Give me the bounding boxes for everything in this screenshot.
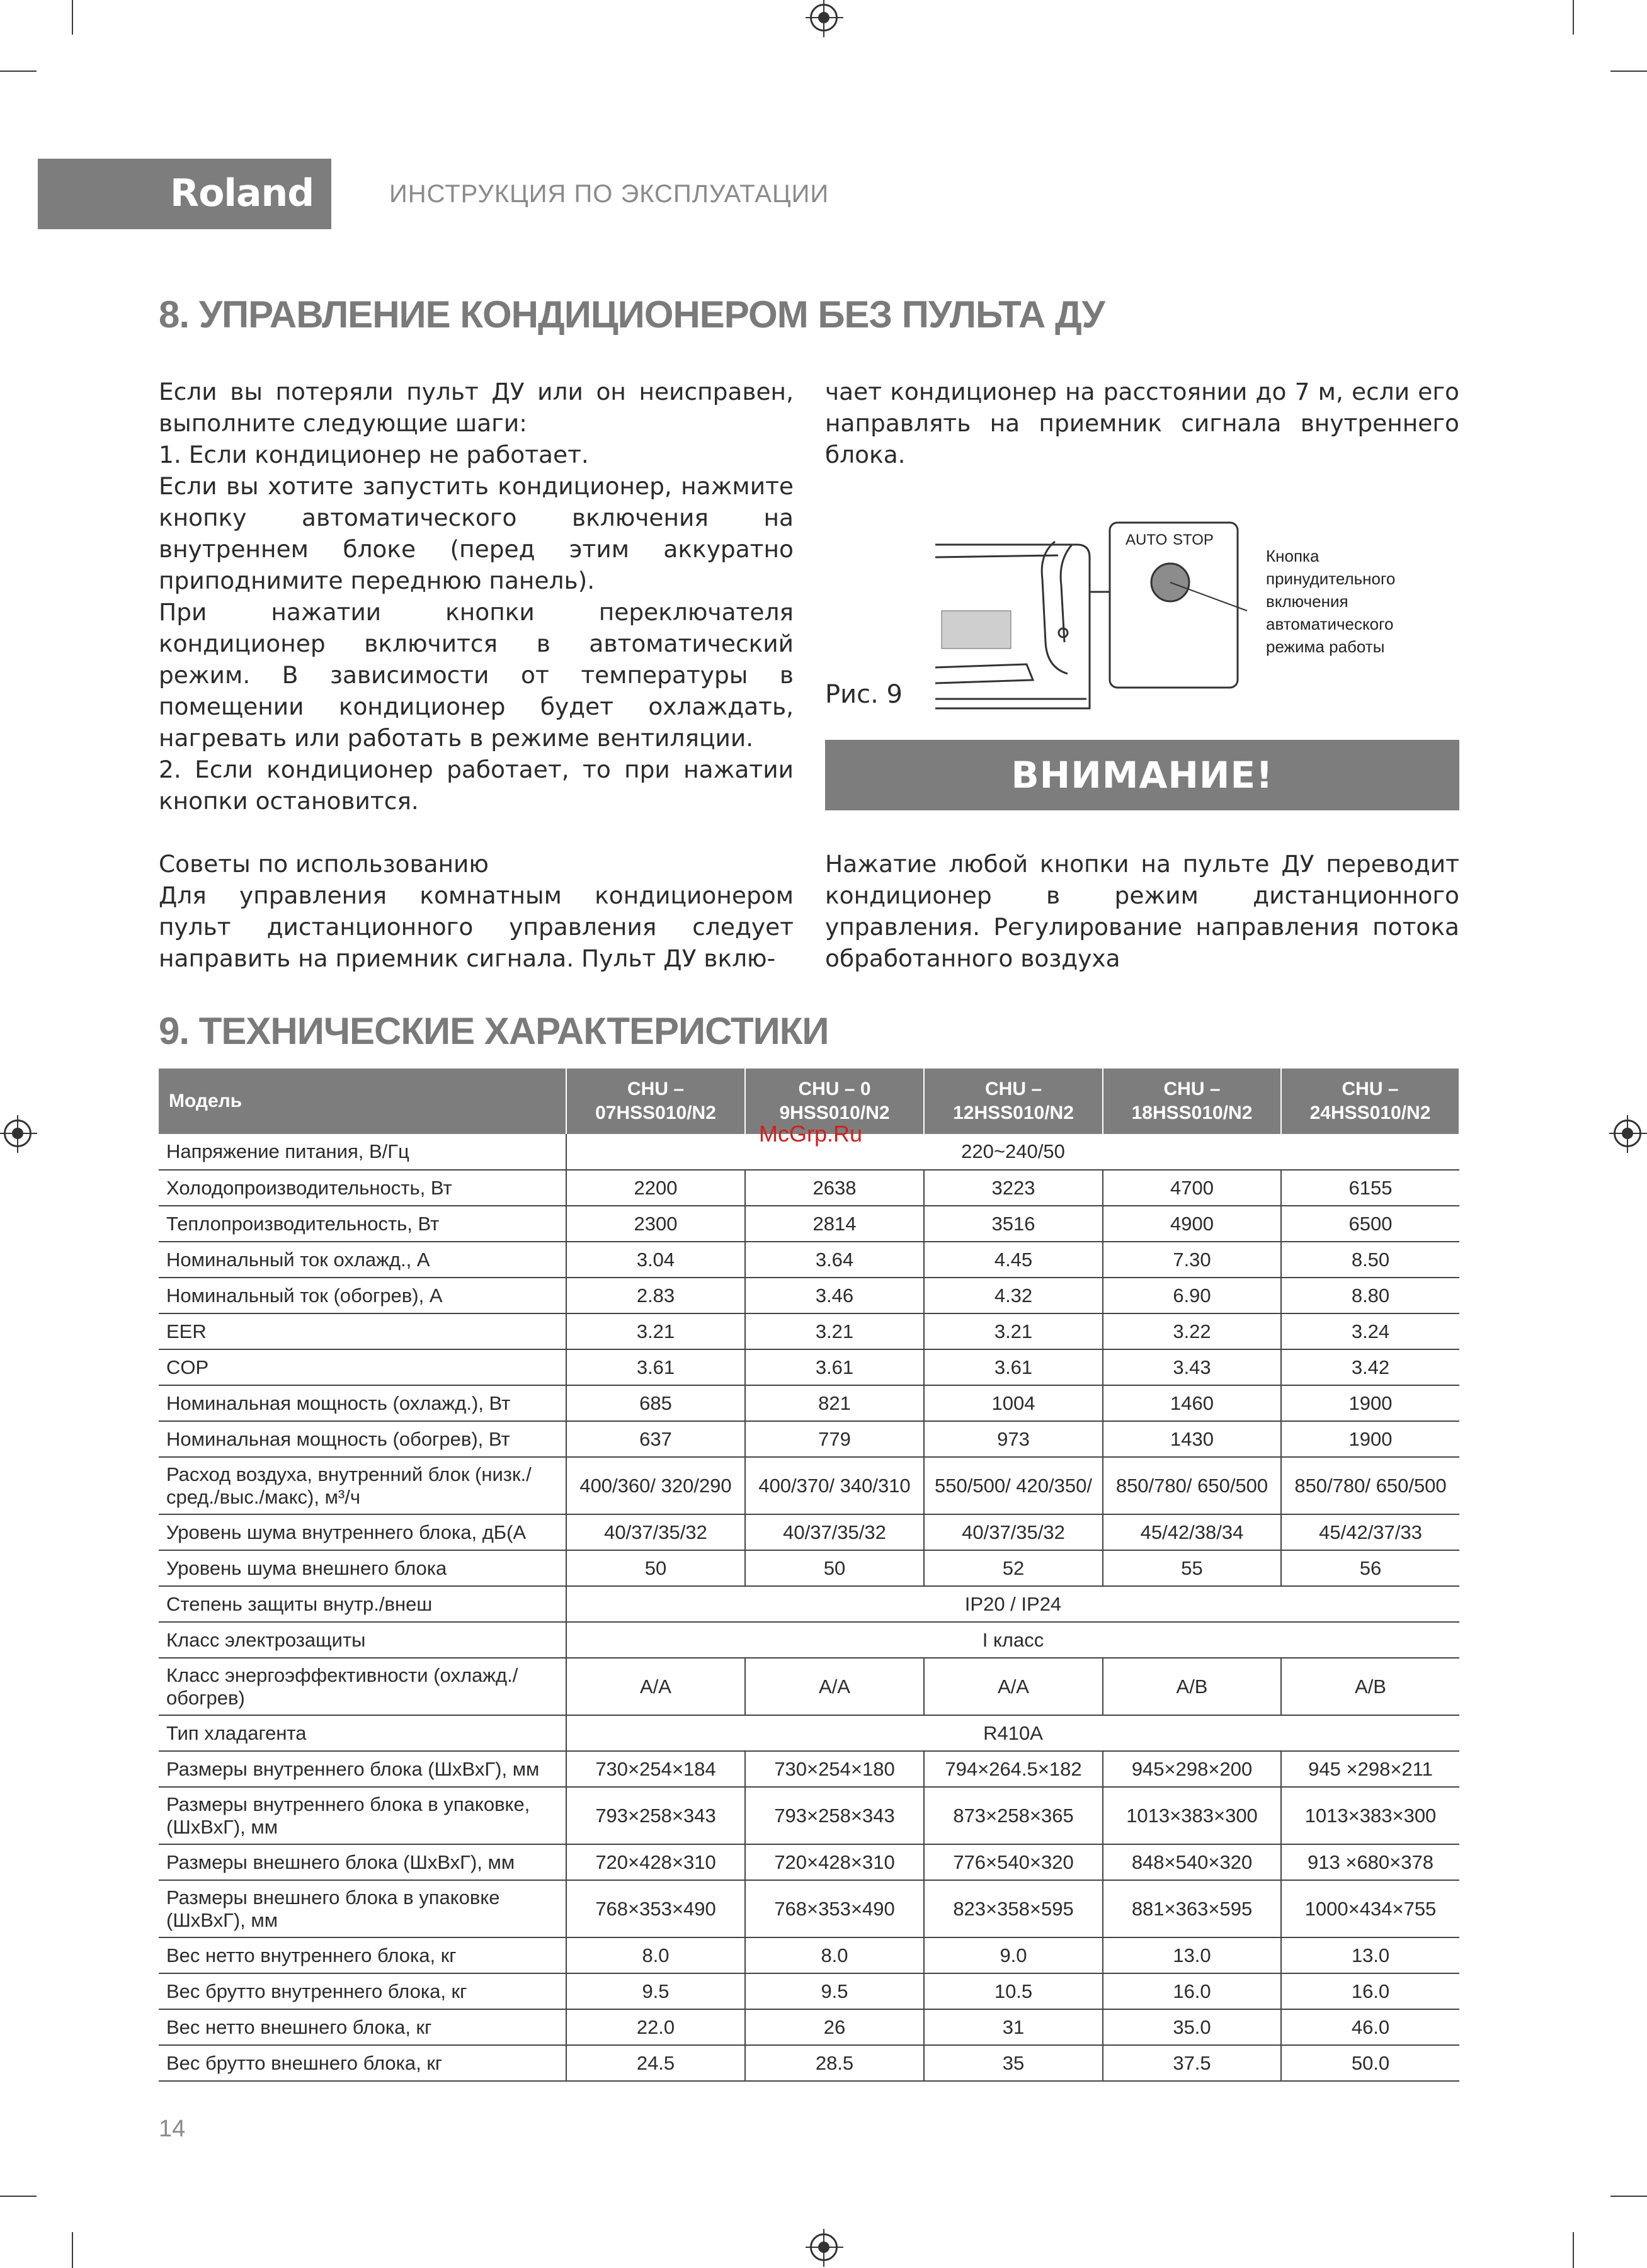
table-cell: 3.61 xyxy=(924,1349,1103,1385)
table-cell: 3.42 xyxy=(1281,1349,1459,1385)
row-label: Вес брутто внешнего блока, кг xyxy=(159,2045,566,2081)
table-cell: 3.24 xyxy=(1281,1313,1459,1349)
row-label: Номинальный ток (обогрев), А xyxy=(159,1278,566,1313)
table-cell: 50 xyxy=(566,1550,745,1586)
row-label: Уровень шума внутреннего блока, дБ(А xyxy=(159,1514,566,1550)
table-cell: 2814 xyxy=(745,1206,924,1242)
row-label: Вес нетто внутреннего блока, кг xyxy=(159,1937,566,1973)
table-header-cell: CHU – 12HSS010/N2 xyxy=(924,1069,1103,1134)
page-number: 14 xyxy=(159,2116,186,2142)
table-cell: 35.0 xyxy=(1103,2009,1281,2045)
figure-9-illustration xyxy=(932,516,1449,718)
table-cell: 3223 xyxy=(924,1170,1103,1206)
table-cell: 848×540×320 xyxy=(1103,1844,1281,1880)
table-cell: 400/370/ 340/310 xyxy=(745,1457,924,1514)
table-cell: 3.64 xyxy=(745,1242,924,1278)
section-8-right-column xyxy=(825,376,1459,470)
brand-logo xyxy=(38,159,331,229)
section-8-left-column xyxy=(159,376,794,974)
table-cell: 2200 xyxy=(566,1170,745,1206)
spec-table-body xyxy=(159,1134,1459,2081)
table-row xyxy=(159,1206,1459,1242)
table-cell: 50.0 xyxy=(1281,2045,1459,2081)
table-row xyxy=(159,1457,1459,1514)
table-cell: 3.43 xyxy=(1103,1349,1281,1385)
table-row xyxy=(159,1586,1459,1622)
table-cell: 3.61 xyxy=(745,1349,924,1385)
tips-title: Советы по использованию xyxy=(159,850,489,878)
registration-mark-icon xyxy=(4,1120,31,1147)
table-cell: 8.80 xyxy=(1281,1278,1459,1313)
indoor-unit-drawing xyxy=(935,541,1110,708)
table-cell: A/B xyxy=(1281,1658,1459,1715)
table-cell: 4.32 xyxy=(924,1278,1103,1313)
row-label: Класс энергоэффективности (охлажд./обогрев) xyxy=(159,1658,566,1715)
row-label: Расход воздуха, внутренний блок (низк./ сред./выс./макс), м³/ч xyxy=(159,1457,566,1514)
table-row xyxy=(159,1421,1459,1457)
table-cell: 55 xyxy=(1103,1550,1281,1586)
figure-label: Рис. 9 xyxy=(825,680,903,709)
table-cell: 9.5 xyxy=(745,1973,924,2009)
row-label: COP xyxy=(159,1349,566,1385)
document-title: ИНСТРУКЦИЯ ПО ЭКСПЛУАТАЦИИ xyxy=(389,180,829,208)
row-label: Уровень шума внешнего блока xyxy=(159,1550,566,1586)
table-cell: 768×353×490 xyxy=(745,1880,924,1937)
table-cell: A/A xyxy=(566,1658,745,1715)
table-cell: 8.0 xyxy=(745,1937,924,1973)
table-cell: 3.61 xyxy=(566,1349,745,1385)
table-cell: R410A xyxy=(566,1715,1459,1751)
row-label: Размеры внешнего блока (ШхВхГ), мм xyxy=(159,1844,566,1880)
table-cell: 821 xyxy=(745,1385,924,1421)
table-cell: 8.50 xyxy=(1281,1242,1459,1278)
table-cell: 2.83 xyxy=(566,1278,745,1313)
table-cell: 52 xyxy=(924,1550,1103,1586)
table-cell: 10.5 xyxy=(924,1973,1103,2009)
table-row xyxy=(159,1170,1459,1206)
table-cell: 56 xyxy=(1281,1550,1459,1586)
table-cell: 1013×383×300 xyxy=(1103,1787,1281,1844)
crop-mark xyxy=(1610,71,1647,72)
table-row xyxy=(159,1313,1459,1349)
table-row xyxy=(159,1844,1459,1880)
crop-mark xyxy=(0,2196,37,2197)
paragraph: Если вы потеряли пульт ДУ или он неисправен, выполните следующие шаги: xyxy=(159,378,794,437)
crop-mark xyxy=(1573,2232,1574,2268)
table-cell: 50 xyxy=(745,1550,924,1586)
section-9-heading: 9. ТЕХНИЧЕСКИЕ ХАРАКТЕРИСТИКИ xyxy=(159,1010,829,1052)
crop-mark xyxy=(1573,0,1574,35)
table-cell: 776×540×320 xyxy=(924,1844,1103,1880)
table-row xyxy=(159,1715,1459,1751)
table-cell: A/B xyxy=(1103,1658,1281,1715)
crop-mark xyxy=(72,0,73,35)
table-row xyxy=(159,1242,1459,1278)
table-cell: 45/42/37/33 xyxy=(1281,1514,1459,1550)
row-label: EER xyxy=(159,1313,566,1349)
table-header-cell: CHU – 07HSS010/N2 xyxy=(566,1069,745,1134)
table-cell: 720×428×310 xyxy=(745,1844,924,1880)
table-cell: 3.21 xyxy=(566,1313,745,1349)
row-label: Номинальная мощность (обогрев), Вт xyxy=(159,1421,566,1457)
table-cell: 7.30 xyxy=(1103,1242,1281,1278)
table-cell: 730×254×180 xyxy=(745,1751,924,1787)
table-cell: 1460 xyxy=(1103,1385,1281,1421)
table-cell: 22.0 xyxy=(566,2009,745,2045)
table-row xyxy=(159,2009,1459,2045)
row-label: Степень защиты внутр./внеш xyxy=(159,1586,566,1622)
table-row xyxy=(159,1278,1459,1313)
table-cell: 6.90 xyxy=(1103,1278,1281,1313)
table-cell: 823×358×595 xyxy=(924,1880,1103,1937)
paragraph: При нажатии кнопки переключателя кондиционер включится в автоматический режим. В зависимости от температуры в помещении кондиционер будет охлаждать, нагревать или работать в режиме вентиляции. xyxy=(159,598,794,752)
table-row xyxy=(159,1880,1459,1937)
table-cell: 850/780/ 650/500 xyxy=(1281,1457,1459,1514)
table-row xyxy=(159,1550,1459,1586)
table-cell: 945×298×200 xyxy=(1103,1751,1281,1787)
row-label: Вес брутто внутреннего блока, кг xyxy=(159,1973,566,2009)
warning-title: ВНИМАНИЕ! xyxy=(1011,754,1274,797)
paragraph: чает кондиционер на расстоянии до 7 м, если его направлять на приемник сигнала внутреннего блока. xyxy=(825,378,1459,468)
table-cell: 3.04 xyxy=(566,1242,745,1278)
paragraph: Если вы хотите запустить кондиционер, нажмите кнопку автоматического включения на внутреннем блоке (перед этим аккуратно приподнимите переднюю панель). xyxy=(159,472,794,594)
figure-caption-line: автоматического xyxy=(1266,615,1394,633)
table-row xyxy=(159,1787,1459,1844)
table-cell: 28.5 xyxy=(745,2045,924,2081)
table-cell: 13.0 xyxy=(1281,1937,1459,1973)
table-cell: 45/42/38/34 xyxy=(1103,1514,1281,1550)
row-label: Тип хладагента xyxy=(159,1715,566,1751)
table-cell: 1900 xyxy=(1281,1421,1459,1457)
table-cell: 1013×383×300 xyxy=(1281,1787,1459,1844)
row-label: Класс электрозащиты xyxy=(159,1622,566,1658)
table-cell: 4.45 xyxy=(924,1242,1103,1278)
table-cell: 913 ×680×378 xyxy=(1281,1844,1459,1880)
table-cell: 3.22 xyxy=(1103,1313,1281,1349)
crop-mark xyxy=(0,71,37,72)
crop-mark xyxy=(1610,2196,1647,2197)
table-cell: 873×258×365 xyxy=(924,1787,1103,1844)
row-label: Вес нетто внешнего блока, кг xyxy=(159,2009,566,2045)
row-label: Размеры внутреннего блока в упаковке, (ШхВхГ), мм xyxy=(159,1787,566,1844)
table-cell: 1900 xyxy=(1281,1385,1459,1421)
table-cell: 46.0 xyxy=(1281,2009,1459,2045)
registration-mark-icon xyxy=(810,4,838,31)
section-8-heading: 8. УПРАВЛЕНИЕ КОНДИЦИОНЕРОМ БЕЗ ПУЛЬТА ДУ xyxy=(159,293,1105,336)
table-cell: A/A xyxy=(924,1658,1103,1715)
table-row xyxy=(159,1658,1459,1715)
table-cell: 1000×434×755 xyxy=(1281,1880,1459,1937)
table-header-cell: Модель xyxy=(159,1069,566,1134)
table-cell: 1004 xyxy=(924,1385,1103,1421)
crop-mark xyxy=(72,2232,73,2268)
table-cell: 26 xyxy=(745,2009,924,2045)
paragraph: Нажатие любой кнопки на пульте ДУ переводит кондиционер в режим дистанционного управления. Регулирование направления потока обработанного воздуха xyxy=(825,850,1459,972)
table-cell: 768×353×490 xyxy=(566,1880,745,1937)
table-row xyxy=(159,1349,1459,1385)
table-cell: 24.5 xyxy=(566,2045,745,2081)
figure-caption-line: режима работы xyxy=(1266,637,1385,656)
table-cell: 40/37/35/32 xyxy=(924,1514,1103,1550)
table-cell: 9.5 xyxy=(566,1973,745,2009)
table-cell: 945 ×298×211 xyxy=(1281,1751,1459,1787)
table-cell: 720×428×310 xyxy=(566,1844,745,1880)
paragraph: 1. Если кондиционер не работает. xyxy=(159,441,589,468)
table-row xyxy=(159,2045,1459,2081)
table-cell: 3516 xyxy=(924,1206,1103,1242)
row-label: Теплопроизводительность, Вт xyxy=(159,1206,566,1242)
table-cell: 973 xyxy=(924,1421,1103,1457)
table-row xyxy=(159,1973,1459,2009)
table-cell: 16.0 xyxy=(1103,1973,1281,2009)
table-cell: 4900 xyxy=(1103,1206,1281,1242)
row-label: Холодопроизводительность, Вт xyxy=(159,1170,566,1206)
table-row xyxy=(159,1937,1459,1973)
table-cell: 4700 xyxy=(1103,1170,1281,1206)
table-cell: 779 xyxy=(745,1421,924,1457)
stop-label: STOP xyxy=(1173,531,1214,548)
registration-mark-icon xyxy=(810,2233,838,2261)
table-cell: 794×264.5×182 xyxy=(924,1751,1103,1787)
watermark: McGrp.Ru xyxy=(759,1121,863,1147)
table-cell: 637 xyxy=(566,1421,745,1457)
table-cell: 793×258×343 xyxy=(566,1787,745,1844)
table-cell: 13.0 xyxy=(1103,1937,1281,1973)
table-cell: A/A xyxy=(745,1658,924,1715)
table-cell: 400/360/ 320/290 xyxy=(566,1457,745,1514)
table-cell: 220~240/50 xyxy=(566,1134,1459,1170)
table-cell: 40/37/35/32 xyxy=(566,1514,745,1550)
row-label: Напряжение питания, В/Гц xyxy=(159,1134,566,1170)
auto-label: AUTO xyxy=(1126,531,1168,548)
table-cell: 9.0 xyxy=(924,1937,1103,1973)
figure-caption-line: включения xyxy=(1266,592,1348,611)
table-cell: IP20 / IP24 xyxy=(566,1586,1459,1622)
warning-text xyxy=(825,848,1459,974)
row-label: Размеры внешнего блока в упаковке (ШхВхГ), мм xyxy=(159,1880,566,1937)
table-cell: 31 xyxy=(924,2009,1103,2045)
table-cell: 550/500/ 420/350/ xyxy=(924,1457,1103,1514)
table-cell: 793×258×343 xyxy=(745,1787,924,1844)
table-cell: 850/780/ 650/500 xyxy=(1103,1457,1281,1514)
table-cell: 6500 xyxy=(1281,1206,1459,1242)
table-cell: 685 xyxy=(566,1385,745,1421)
figure-caption-line: принудительного xyxy=(1266,569,1396,588)
table-cell: 881×363×595 xyxy=(1103,1880,1281,1937)
row-label: Номинальная мощность (охлажд.), Вт xyxy=(159,1385,566,1421)
table-cell: 16.0 xyxy=(1281,1973,1459,2009)
table-cell: 37.5 xyxy=(1103,2045,1281,2081)
logo-text: Roland xyxy=(170,171,314,215)
table-row xyxy=(159,1622,1459,1658)
table-row xyxy=(159,1385,1459,1421)
table-header-cell: CHU – 24HSS010/N2 xyxy=(1281,1069,1459,1134)
spec-table xyxy=(159,1069,1460,2082)
table-cell: 35 xyxy=(924,2045,1103,2081)
table-cell: 1430 xyxy=(1103,1421,1281,1457)
registration-mark-icon xyxy=(1614,1120,1641,1147)
table-cell: 3.46 xyxy=(745,1278,924,1313)
table-cell: 3.21 xyxy=(924,1313,1103,1349)
warning-banner xyxy=(825,740,1459,810)
table-row xyxy=(159,1514,1459,1550)
table-cell: 730×254×184 xyxy=(566,1751,745,1787)
table-cell: 2300 xyxy=(566,1206,745,1242)
row-label: Размеры внутреннего блока (ШхВхГ), мм xyxy=(159,1751,566,1787)
table-row xyxy=(159,1751,1459,1787)
row-label: Номинальный ток охлажд., А xyxy=(159,1242,566,1278)
paragraph: Для управления комнатным кондиционером пульт дистанционного управления следует направить на приемник сигнала. Пульт ДУ вклю- xyxy=(159,882,794,972)
table-header-cell: CHU – 18HSS010/N2 xyxy=(1103,1069,1281,1134)
paragraph: 2. Если кондиционер работает, то при нажатии кнопки остановится. xyxy=(159,756,794,815)
table-cell: 3.21 xyxy=(745,1313,924,1349)
table-cell: I класс xyxy=(566,1622,1459,1658)
figure-caption-line: Кнопка xyxy=(1266,547,1319,565)
table-cell: 6155 xyxy=(1281,1170,1459,1206)
table-cell: 2638 xyxy=(745,1170,924,1206)
table-cell: 8.0 xyxy=(566,1937,745,1973)
table-header-cell: CHU – 0 9HSS010/N2 xyxy=(745,1069,924,1134)
table-cell: 40/37/35/32 xyxy=(745,1514,924,1550)
